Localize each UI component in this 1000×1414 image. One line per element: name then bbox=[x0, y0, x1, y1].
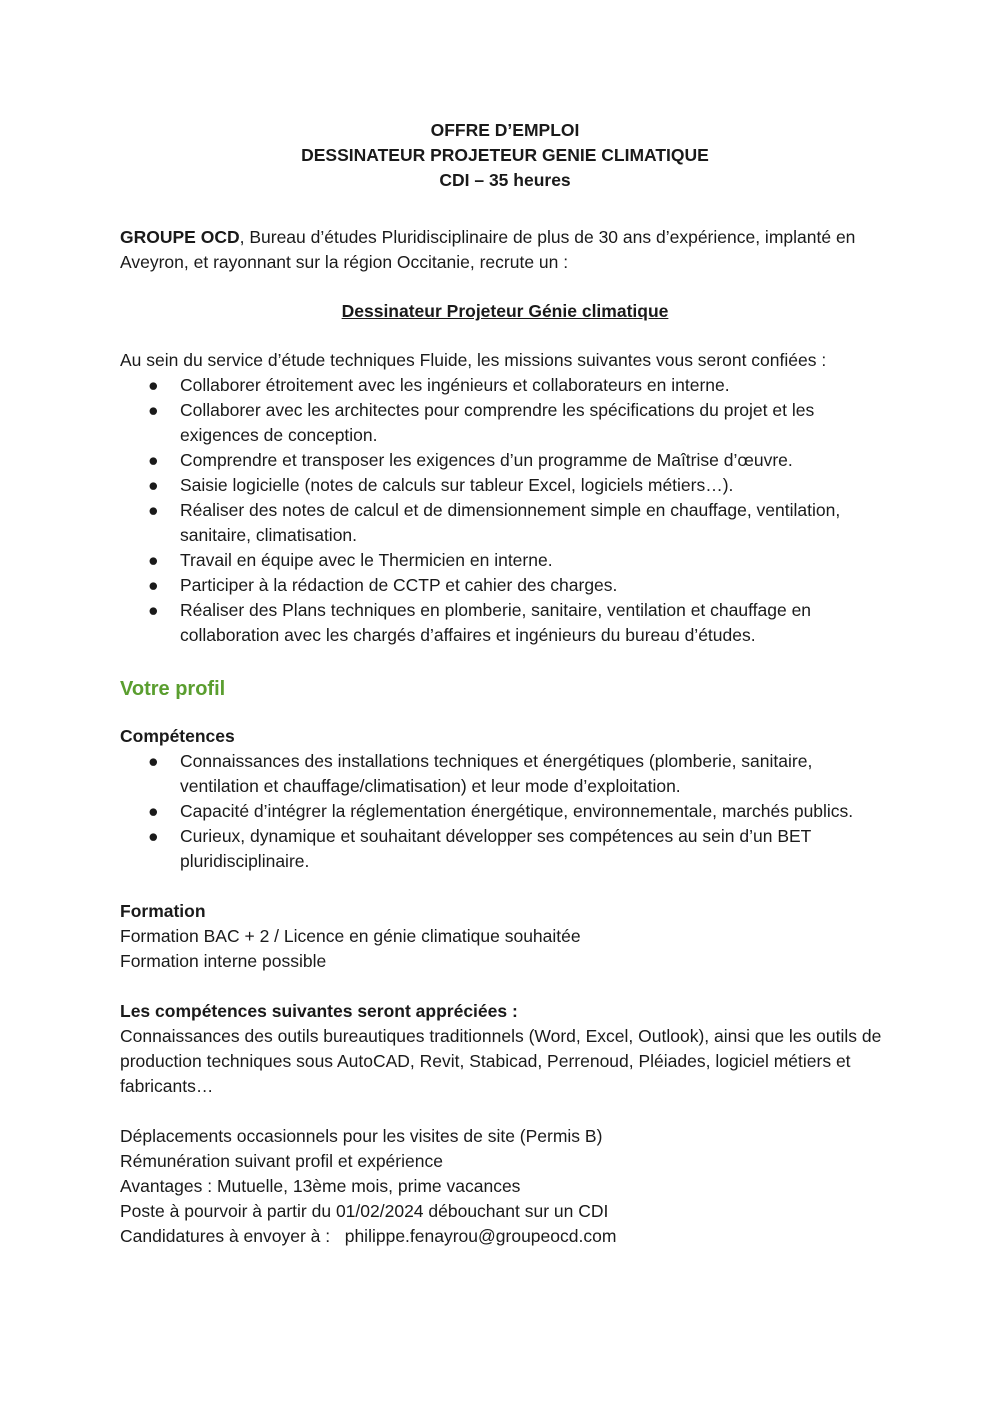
bullet-icon: ● bbox=[148, 751, 159, 771]
list-item-text: Collaborer étroitement avec les ingénieurs et collaborateurs en interne. bbox=[180, 375, 730, 395]
company-name: GROUPE OCD bbox=[120, 227, 240, 247]
appreciated-heading: Les compétences suivantes seront appréciées : bbox=[120, 1001, 518, 1021]
detail-line: Avantages : Mutuelle, 13ème mois, prime vacances bbox=[120, 1176, 521, 1196]
list-item-text: Collaborer avec les architectes pour comprendre les spécifications du projet et les exigences de conception. bbox=[180, 400, 815, 445]
apply-line bbox=[120, 1224, 890, 1249]
list-item-text: Comprendre et transposer les exigences d’un programme de Maîtrise d’œuvre. bbox=[180, 450, 793, 470]
bullet-icon: ● bbox=[148, 500, 159, 520]
bullet-icon: ● bbox=[148, 450, 159, 470]
detail-line: Rémunération suivant profil et expérience bbox=[120, 1151, 443, 1171]
detail-line: Poste à pourvoir à partir du 01/02/2024 débouchant sur un CDI bbox=[120, 1201, 609, 1221]
list-item bbox=[120, 448, 890, 473]
apply-label: Candidatures à envoyer à : bbox=[120, 1226, 345, 1246]
details-block bbox=[120, 1124, 890, 1249]
list-item bbox=[120, 573, 890, 598]
header-contract: CDI – 35 heures bbox=[439, 170, 571, 190]
list-item bbox=[120, 598, 890, 648]
missions-intro: Au sein du service d’étude techniques Fluide, les missions suivantes vous seront confiées : bbox=[120, 350, 827, 370]
list-item bbox=[120, 799, 890, 824]
list-item bbox=[120, 398, 890, 448]
job-title-underlined: Dessinateur Projeteur Génie climatique bbox=[341, 301, 669, 321]
header-offer-label: OFFRE D’EMPLOI bbox=[430, 120, 580, 140]
apply-email: philippe.fenayrou@groupeocd.com bbox=[344, 1226, 617, 1246]
competences-list bbox=[120, 749, 890, 874]
detail-line: Déplacements occasionnels pour les visites de site (Permis B) bbox=[120, 1126, 603, 1146]
intro-text: , Bureau d’études Pluridisciplinaire de plus de 30 ans d’expérience, implanté en Aveyron, et rayonnant sur la région Occitanie, recrute un : bbox=[120, 227, 856, 272]
formation-line: Formation interne possible bbox=[120, 951, 327, 971]
list-item-text: Participer à la rédaction de CCTP et cahier des charges. bbox=[180, 575, 618, 595]
document-header bbox=[120, 118, 890, 193]
missions-list bbox=[120, 373, 890, 648]
bullet-icon: ● bbox=[148, 400, 159, 420]
list-item bbox=[120, 498, 890, 548]
list-item bbox=[120, 824, 890, 874]
list-item-text: Réaliser des Plans techniques en plomberie, sanitaire, ventilation et chauffage en collaboration avec les chargés d’affaires et ingénieurs du bureau d’études. bbox=[180, 600, 812, 645]
formation-block bbox=[120, 899, 890, 974]
bullet-icon: ● bbox=[148, 801, 159, 821]
list-item bbox=[120, 473, 890, 498]
formation-heading: Formation bbox=[120, 901, 206, 921]
list-item-text: Curieux, dynamique et souhaitant développer ses compétences au sein d’un BET pluridisciplinaire. bbox=[180, 826, 812, 871]
bullet-icon: ● bbox=[148, 375, 159, 395]
list-item-text: Réaliser des notes de calcul et de dimensionnement simple en chauffage, ventilation, sanitaire, climatisation. bbox=[180, 500, 841, 545]
bullet-icon: ● bbox=[148, 826, 159, 846]
formation-line: Formation BAC + 2 / Licence en génie climatique souhaitée bbox=[120, 926, 581, 946]
list-item-text: Saisie logicielle (notes de calculs sur tableur Excel, logiciels métiers…). bbox=[180, 475, 734, 495]
list-item bbox=[120, 749, 890, 799]
bullet-icon: ● bbox=[148, 575, 159, 595]
bullet-icon: ● bbox=[148, 475, 159, 495]
list-item-text: Connaissances des installations techniques et énergétiques (plomberie, sanitaire, ventilation et chauffage/climatisation) et leur mode d’exploitation. bbox=[180, 751, 813, 796]
bullet-icon: ● bbox=[148, 600, 159, 620]
appreciated-block bbox=[120, 999, 890, 1099]
competences-heading: Compétences bbox=[120, 726, 235, 746]
bullet-icon: ● bbox=[148, 550, 159, 570]
list-item bbox=[120, 373, 890, 398]
appreciated-text: Connaissances des outils bureautiques traditionnels (Word, Excel, Outlook), ainsi que les outils de production techniques sous AutoCAD, Revit, Stabicad, Perrenoud, Pléiades, logiciel métiers et fabricants… bbox=[120, 1026, 882, 1096]
profile-section-title: Votre profil bbox=[120, 678, 226, 700]
intro-paragraph bbox=[120, 225, 890, 275]
document-page bbox=[120, 118, 890, 1249]
header-job-title: DESSINATEUR PROJETEUR GENIE CLIMATIQUE bbox=[301, 145, 709, 165]
list-item bbox=[120, 548, 890, 573]
list-item-text: Capacité d’intégrer la réglementation énergétique, environnementale, marchés publics. bbox=[180, 801, 854, 821]
list-item-text: Travail en équipe avec le Thermicien en interne. bbox=[180, 550, 553, 570]
